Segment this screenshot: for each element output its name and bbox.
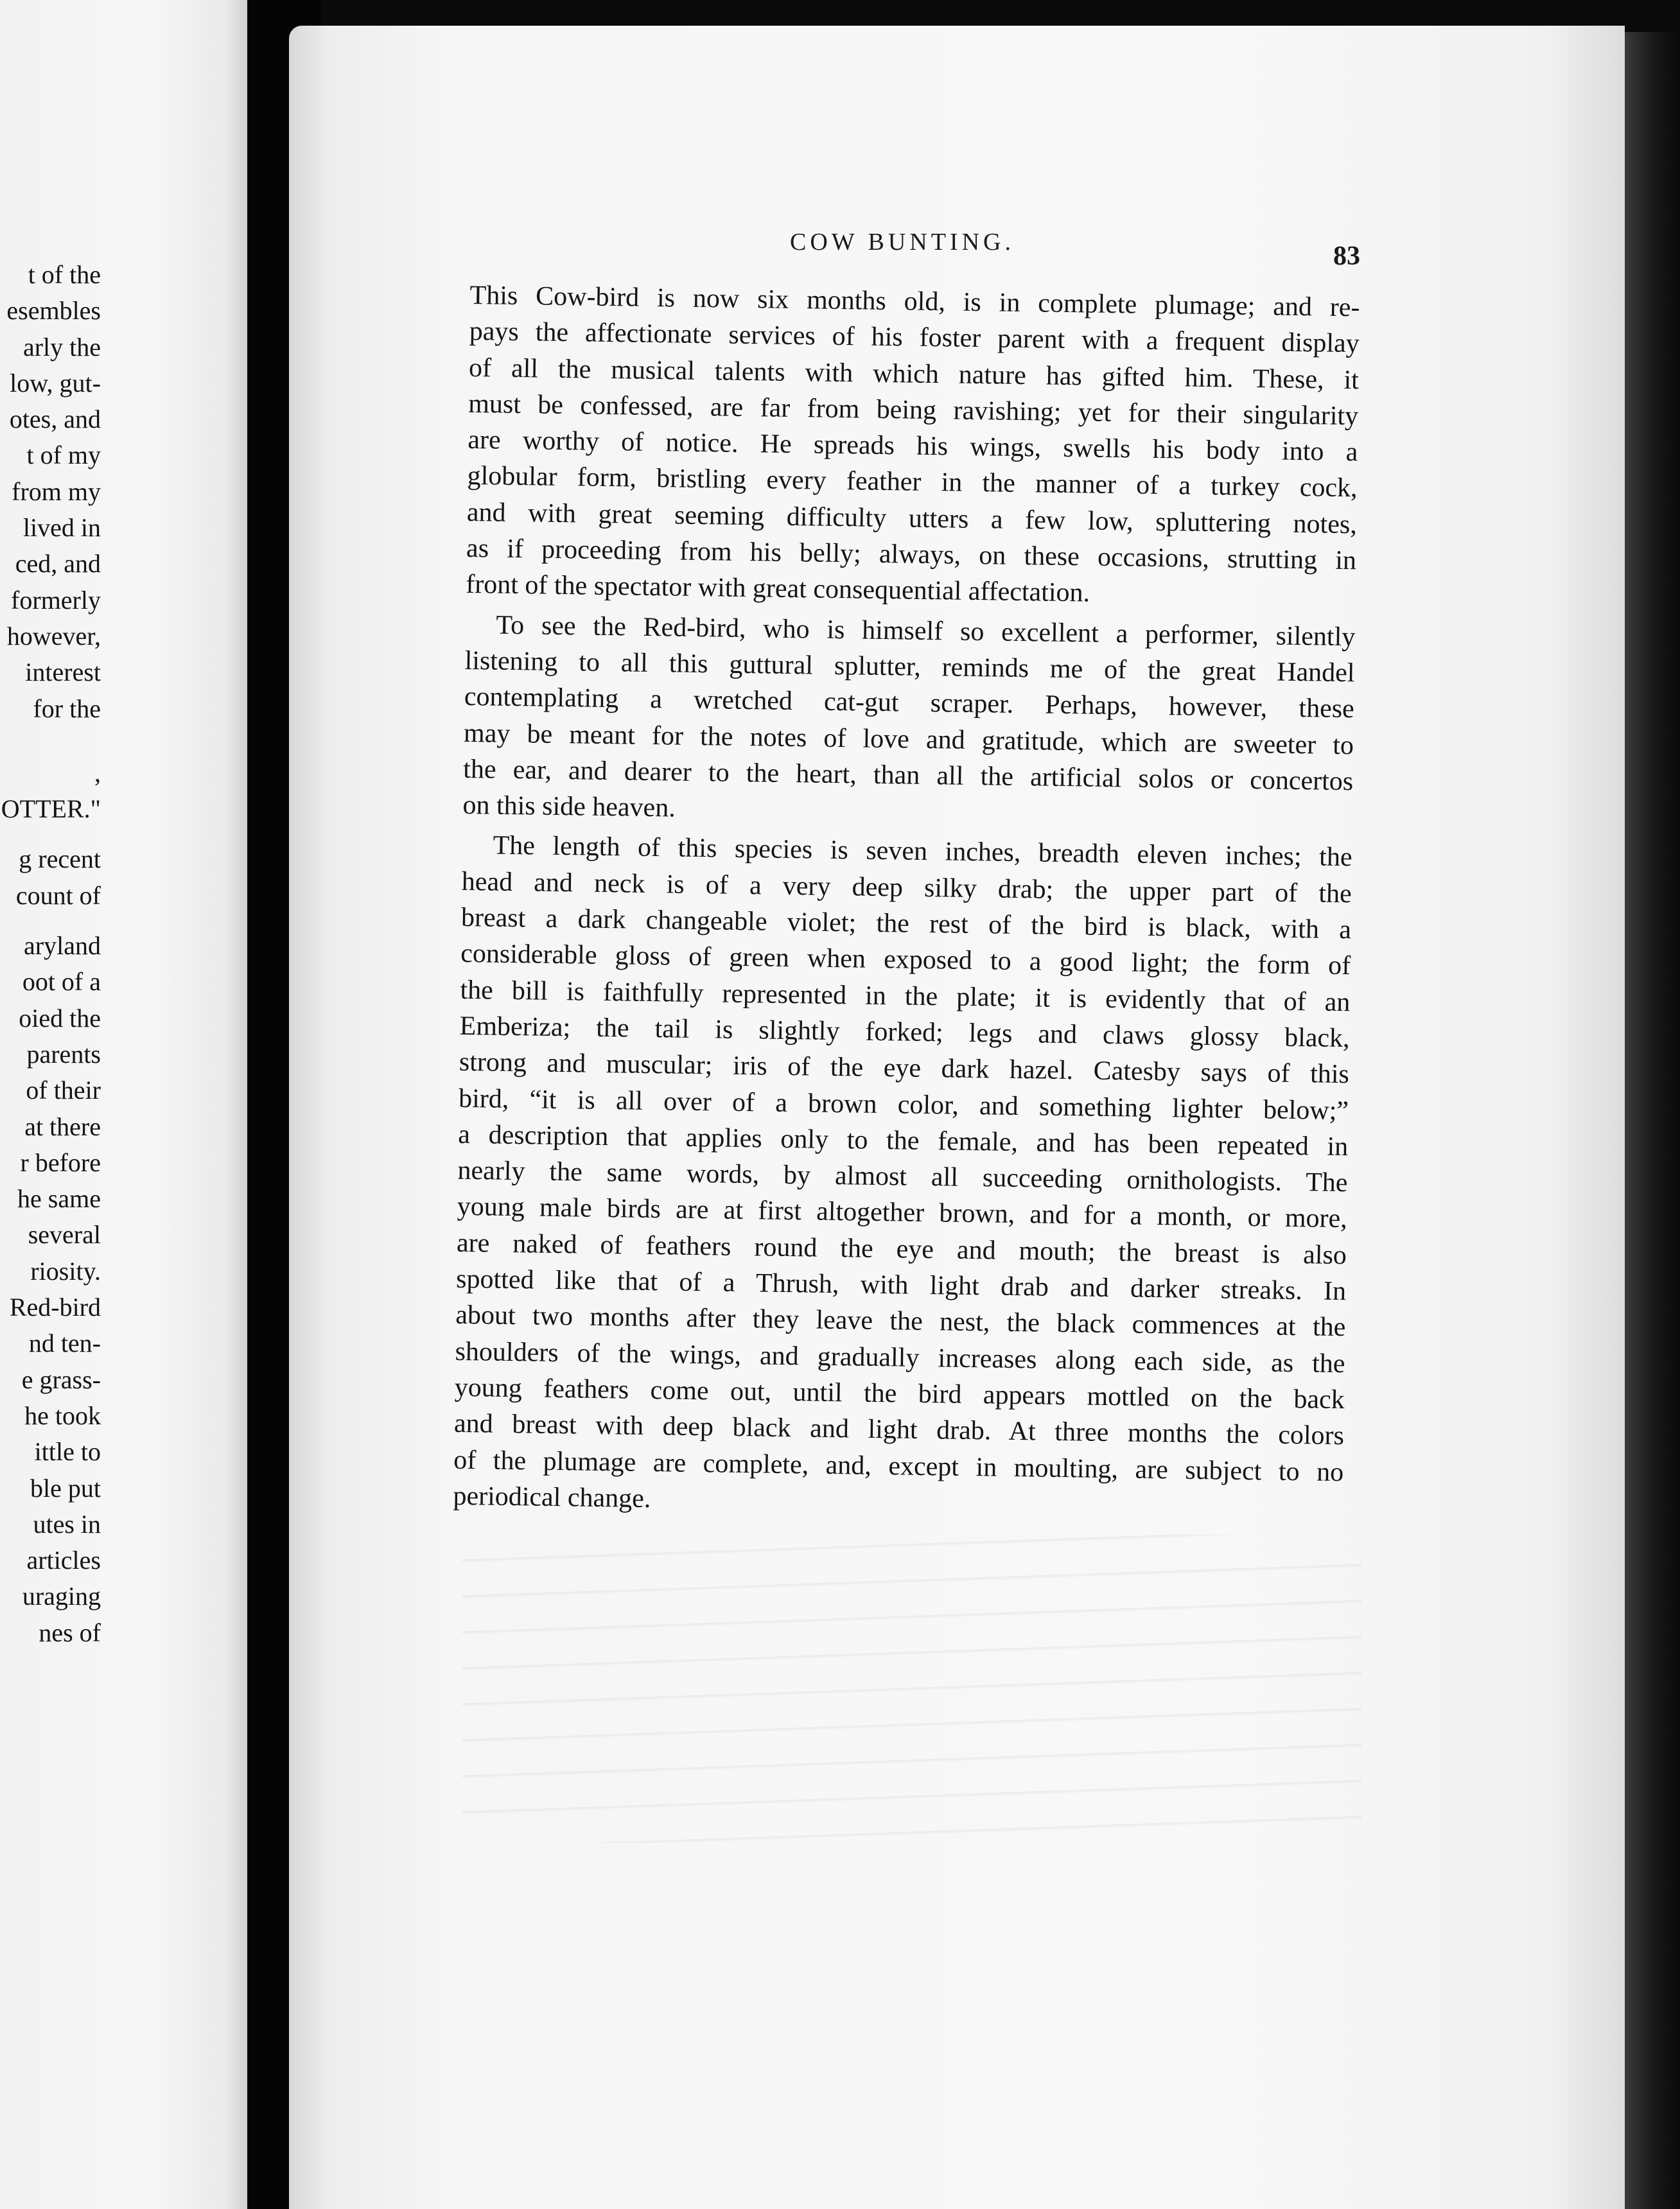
text-line: globular form, bristling every feather in the manner of a turkey cock, [467,461,1358,503]
left-page-line: oied the [19,1003,101,1033]
left-page-line: nes of [39,1618,101,1647]
text-line: of all the musical talents with which nature has gifted him. These, it [468,353,1360,395]
text-line: the bill is faithfully represented in the plate; it is evidently that of an [460,975,1351,1017]
text-line: breast a dark changeable violet; the rest of the bird is black, with a [460,902,1352,945]
left-page-line: g recent [19,844,101,874]
left-page-line [0,914,101,928]
text-line: a description that applies only to the female, and has been repeated in [458,1119,1349,1162]
left-page-line: uraging [22,1582,101,1611]
left-page-line: utes in [33,1509,101,1539]
text-line: as if proceeding from his belly; always, on these occasions, strutting in [466,534,1357,576]
running-head: COW BUNTING. [790,229,1015,256]
text-line: the ear, and dearer to the heart, than all the artificial solos or concertos [462,754,1354,797]
text-line: nearly the same words, by almost all succeeding ornithologists. The [457,1155,1348,1198]
left-page-line: t of the [28,260,101,289]
text-line: and with great seeming difficulty utters a few low, spluttering notes, [466,497,1358,540]
left-page-line: r before [20,1148,101,1177]
paragraph [462,607,1356,836]
left-page-line: he took [24,1401,101,1430]
text-line: are worthy of notice. He spreads his wings, swells his body into a [468,425,1358,467]
text-line: head and neck is of a very deep silky drab; the upper part of the [461,866,1352,909]
text-line: must be confessed, are far from being ravishing; yet for their singularity [468,389,1359,432]
left-page-line: however, [6,621,101,650]
text-line: shoulders of the wings, and gradually increases along each side, as the [455,1336,1345,1379]
left-page-line: esembles [6,296,101,326]
text-line: The length of this species is seven inches, breadth eleven inches; the [493,831,1352,873]
left-page-line: parents [26,1039,101,1069]
text-line: Emberiza; the tail is slightly forked; legs and claws glossy black, [459,1011,1350,1054]
left-page-line: , [94,758,101,787]
text-line: of the plumage are complete, and, except in moulting, are subject to no [453,1445,1344,1487]
paragraph [466,277,1360,615]
text-line: are naked of feathers round the eye and mouth; the breast is also [456,1228,1347,1270]
text-line: This Cow-bird is now six months old, is in complete plumage; and re- [469,280,1360,323]
text-line: young male birds are at first altogether brown, and for a month, or more, [457,1192,1347,1234]
left-page-line: e grass- [21,1365,101,1394]
left-page-line [0,741,101,755]
text-line: on this side heaven. [462,790,676,823]
text-line: strong and muscular; iris of the eye dark hazel. Catesby says of this [459,1047,1350,1090]
left-page-line: count of [15,880,101,910]
left-page-line: t of my [26,441,101,470]
text-line: and breast with deep black and light drab. At three months the colors [453,1409,1345,1451]
text-line: may be meant for the notes of love and gratitude, which are sweeter to [463,718,1354,760]
left-page-line: articles [26,1546,101,1575]
left-page-line: arly the [22,332,101,362]
text-line: To see the Red-bird, who is himself so excellent a performer, silently [496,610,1356,652]
left-page-line: formerly [11,585,101,615]
left-page-line: interest [25,658,101,687]
left-page-line: from my [12,476,101,506]
left-page-line: of their [26,1076,101,1105]
left-page-line: lived in [22,513,101,543]
left-page-line: for the [33,694,101,723]
paragraph [453,827,1352,1526]
left-page-line: he same [17,1184,101,1214]
left-page-line: riosity. [30,1256,101,1286]
left-page [0,0,247,2209]
left-page-line: ble put [30,1473,101,1503]
show-through-bleed [462,1535,1361,1843]
text-line: about two months after they leave the nest, the black commences at the [455,1300,1346,1343]
left-page-line: Red-bird [9,1293,101,1322]
left-page-line: OTTER." [1,794,101,824]
text-line: periodical change. [453,1481,651,1514]
left-page-line: aryland [24,931,101,961]
text-line: young feathers come out, until the bird appears mottled on the back [454,1372,1345,1415]
left-page-line: otes, and [9,405,101,434]
left-page-line: several [28,1220,101,1250]
left-page-line: ittle to [34,1437,101,1467]
left-page-line: at there [24,1112,101,1141]
text-line: bird, “it is all over of a brown color, and something lighter below;” [458,1083,1349,1126]
left-page-line: low, gut- [10,368,101,397]
text-line: listening to all this guttural splutter, reminds me of the great Handel [464,645,1355,688]
text-line: contemplating a wretched cat-gut scraper. Perhaps, however, these [464,682,1355,724]
text-line: pays the affectionate services of his foster parent with a frequent display [469,317,1360,359]
left-page-text [0,257,101,1651]
page-number: 83 [1333,241,1360,271]
left-page-line: nd ten- [28,1329,101,1358]
left-page-line: ced, and [15,549,101,579]
text-line: considerable gloss of green when exposed to a good light; the form of [460,939,1351,981]
body-text [453,277,1360,1530]
left-page-line: oot of a [22,967,101,997]
text-line: front of the spectator with great consequential affectation. [465,570,1090,608]
page-edge-shadow [1625,32,1680,2209]
left-page-line [0,727,101,741]
text-line: spotted like that of a Thrush, with light drab and darker streaks. In [455,1264,1347,1307]
left-page-line [0,827,101,841]
